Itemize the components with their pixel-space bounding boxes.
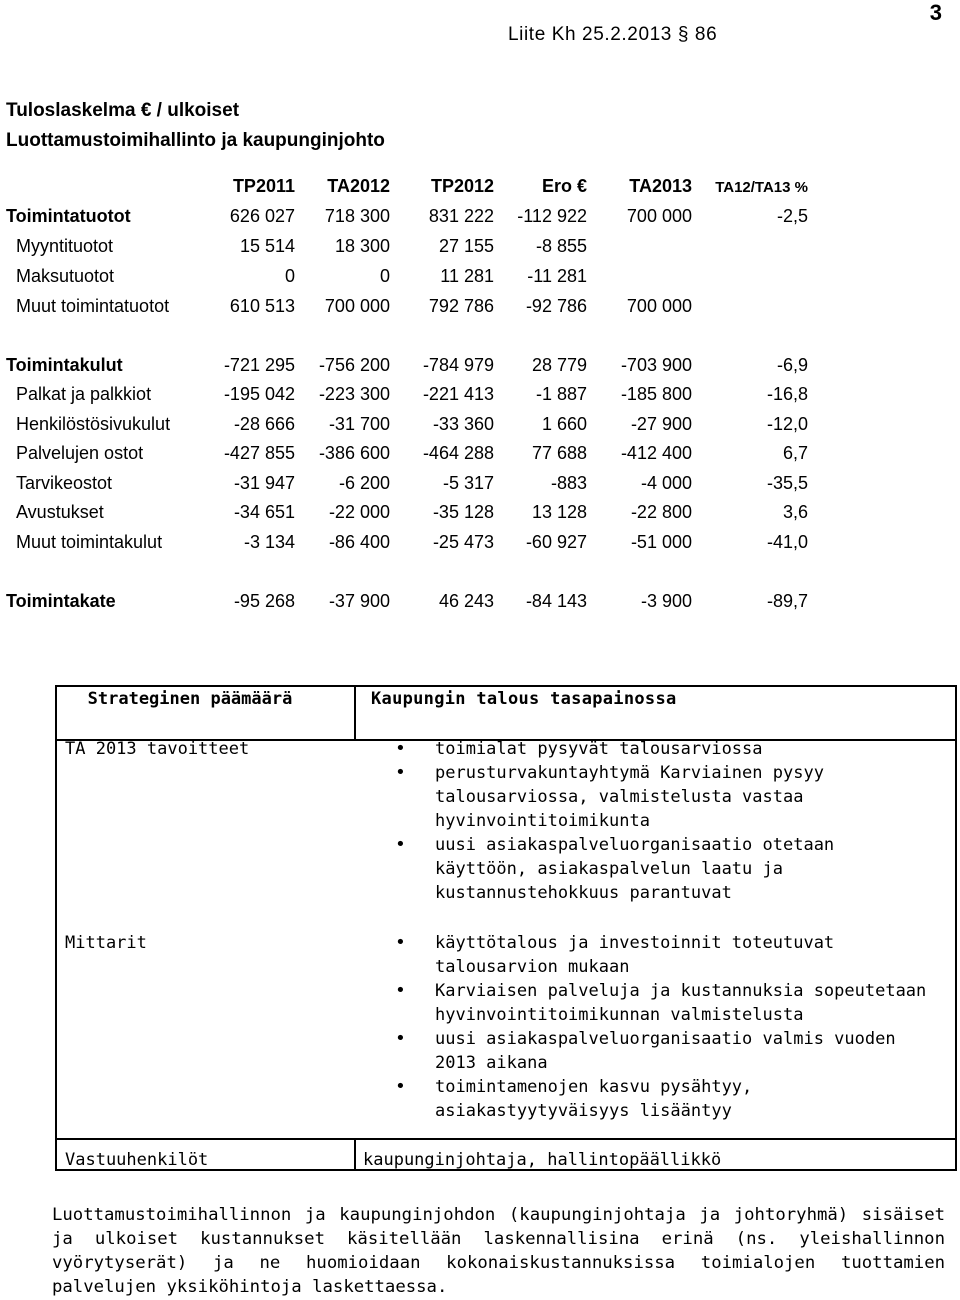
table-cell: -784 979: [422, 355, 494, 375]
table-row: [0, 502, 960, 528]
column-header: TA2013: [629, 176, 692, 196]
row-label: Toimintakate: [6, 591, 116, 611]
table-cell: 28 779: [531, 355, 587, 375]
metrics-list: [395, 931, 935, 1123]
list-item: • toimialat pysyvät talousarviossa: [395, 737, 935, 761]
table-cell: -756 200: [318, 355, 390, 375]
table-cell: -11 281: [527, 266, 587, 286]
table-cell: -4 000: [640, 473, 692, 493]
table-row: [0, 384, 960, 410]
table-cell: -6 200: [338, 473, 390, 493]
list-item: • perusturvakuntayhtymä Karviainen pysyy talousarviossa, valmistelusta vastaa hyvinvointitoimikunta: [395, 761, 935, 833]
list-item: • uusi asiakaspalveluorganisaatio otetaan käyttöön, asiakaspalvelun laatu ja kustannustehokkuus parantuvat: [395, 833, 935, 905]
row-label: Palkat ja palkkiot: [16, 384, 152, 404]
table-cell: -412 400: [620, 443, 692, 463]
row-label: Maksutuotot: [16, 266, 115, 286]
table-cell: -464 288: [422, 443, 494, 463]
responsible-value: kaupunginjohtaja, hallintopäällikkö: [363, 1150, 722, 1170]
table-cell: -2,5: [776, 206, 808, 226]
list-item: • toimintamenojen kasvu pysähtyy, asiakastyytyväisyys lisääntyy: [395, 1075, 935, 1123]
page-number: 3: [929, 0, 942, 25]
table-row: [0, 266, 960, 292]
table-cell: 6,7: [782, 443, 808, 463]
responsible-label: Vastuuhenkilöt: [65, 1150, 209, 1170]
row-label: Avustukset: [16, 502, 104, 522]
table-cell: -25 473: [432, 532, 494, 552]
footer-note: Luottamustoimihallinnon ja kaupunginjohdon (kaupunginjohtaja ja johtoryhmä) sisäiset ja ulkoiset kustannukset käsitellään laskennallisina erinä (ns. yleishallinnon vyörytyserät) ja ne huomioidaan kokonaiskustannuksissa toimialojen tuottamien palvelujen yksiköhintoja laskettaessa.: [52, 1205, 945, 1297]
column-header: TP2012: [430, 176, 494, 196]
table-cell: -221 413: [422, 384, 494, 404]
list-item: • käyttötalous ja investoinnit toteutuvat talousarvion mukaan: [395, 931, 935, 979]
table-cell: -51 000: [630, 532, 692, 552]
column-header: Ero €: [541, 176, 587, 196]
table-cell: -86 400: [328, 532, 390, 552]
table-cell: -37 900: [328, 591, 390, 611]
table-cell: -95 268: [233, 591, 295, 611]
table-cell: -41,0: [766, 532, 808, 552]
table-cell: 15 514: [239, 236, 295, 256]
table-cell: -386 600: [318, 443, 390, 463]
table-row: [0, 296, 960, 322]
table-cell: 718 300: [324, 206, 390, 226]
table-cell: 27 155: [438, 236, 494, 256]
table-row: [0, 206, 960, 232]
table-cell: 0: [284, 266, 295, 286]
table-cell: -34 651: [233, 502, 295, 522]
row-label: Henkilöstösivukulut: [16, 414, 171, 434]
statement-title: Tuloslaskelma € / ulkoiset: [6, 100, 240, 121]
table-cell: 1 660: [541, 414, 587, 434]
table-cell: 610 513: [229, 296, 295, 316]
column-divider: [354, 685, 356, 741]
list-item: • Karviaisen palveluja ja kustannuksia sopeutetaan hyvinvointitoimikunnan valmistelusta: [395, 979, 935, 1027]
table-cell: -721 295: [223, 355, 295, 375]
table-cell: -185 800: [620, 384, 692, 404]
table-cell: 46 243: [438, 591, 494, 611]
table-cell: -60 927: [525, 532, 587, 552]
table-cell: -1 887: [535, 384, 587, 404]
table-cell: 77 688: [531, 443, 587, 463]
table-cell: -27 900: [630, 414, 692, 434]
table-cell: -89,7: [766, 591, 808, 611]
table-cell: 18 300: [334, 236, 390, 256]
column-divider: [354, 1140, 356, 1171]
table-cell: -33 360: [432, 414, 494, 434]
row-label: Myyntituotot: [16, 236, 114, 256]
table-cell: 0: [379, 266, 390, 286]
targets-label: TA 2013 tavoitteet: [65, 739, 250, 759]
table-cell: -12,0: [766, 414, 808, 434]
table-row: [0, 532, 960, 558]
list-item: • uusi asiakaspalveluorganisaatio valmis vuoden 2013 aikana: [395, 1027, 935, 1075]
table-row: [0, 236, 960, 262]
table-cell: -28 666: [233, 414, 295, 434]
table-cell: -16,8: [766, 384, 808, 404]
table-cell: 700 000: [626, 296, 692, 316]
table-cell: 700 000: [324, 296, 390, 316]
row-label: Muut toimintakulut: [16, 532, 163, 552]
table-cell: 13 128: [531, 502, 587, 522]
table-cell: -6,9: [776, 355, 808, 375]
table-cell: 11 281: [440, 266, 494, 286]
goal-value: Kaupungin talous tasapainossa: [371, 689, 677, 709]
table-header: [0, 176, 960, 202]
table-cell: -8 855: [535, 236, 587, 256]
table-row: [0, 355, 960, 381]
column-header: TA12/TA13 %: [715, 179, 808, 196]
row-label: Muut toimintatuotot: [16, 296, 170, 316]
table-cell: 831 222: [428, 206, 494, 226]
table-cell: -223 300: [318, 384, 390, 404]
table-row: [0, 414, 960, 440]
row-divider: [55, 1138, 957, 1140]
table-cell: -112 922: [517, 206, 587, 226]
table-cell: -84 143: [525, 591, 587, 611]
table-cell: -883: [550, 473, 587, 493]
table-cell: -3 900: [640, 591, 692, 611]
table-cell: -92 786: [525, 296, 587, 316]
table-cell: -3 134: [243, 532, 295, 552]
table-cell: -703 900: [620, 355, 692, 375]
row-label: Toimintatuotot: [6, 206, 131, 226]
table-cell: -31 700: [328, 414, 390, 434]
goal-label: Strateginen päämäärä: [87, 689, 293, 709]
table-cell: 626 027: [229, 206, 295, 226]
table-cell: -31 947: [233, 473, 295, 493]
table-cell: -22 800: [630, 502, 692, 522]
column-header: TA2012: [327, 176, 390, 196]
table-cell: 3,6: [782, 502, 808, 522]
table-row: [0, 443, 960, 469]
table-row: [0, 591, 960, 617]
table-cell: -5 317: [442, 473, 494, 493]
row-label: Tarvikeostot: [16, 473, 113, 493]
table-cell: -35 128: [432, 502, 494, 522]
table-cell: -35,5: [766, 473, 808, 493]
statement-subtitle: Luottamustoimihallinto ja kaupunginjohto: [6, 130, 385, 151]
table-cell: 792 786: [428, 296, 494, 316]
column-header: TP2011: [232, 176, 295, 196]
row-label: Palvelujen ostot: [16, 443, 144, 463]
table-cell: -427 855: [223, 443, 295, 463]
strategy-table: [55, 685, 957, 1171]
row-label: Toimintakulut: [6, 355, 123, 375]
table-cell: -22 000: [328, 502, 390, 522]
table-row: [0, 473, 960, 499]
table-cell: -195 042: [223, 384, 295, 404]
targets-list: [395, 737, 935, 905]
table-cell: 700 000: [626, 206, 692, 226]
metrics-label: Mittarit: [65, 933, 147, 953]
header-reference: Liite Kh 25.2.2013 § 86: [508, 24, 718, 45]
